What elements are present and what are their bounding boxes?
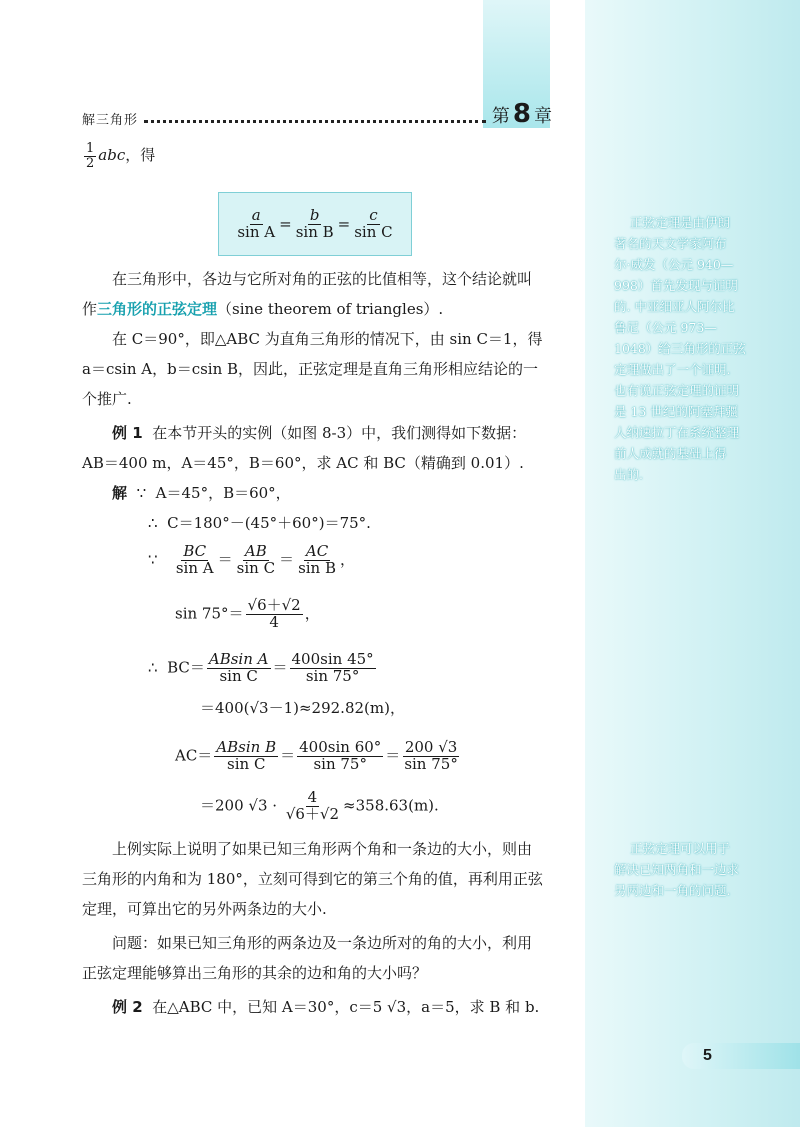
sidebar-background bbox=[585, 0, 800, 1127]
frac-numerator: 4 bbox=[307, 788, 318, 806]
frac-denominator: sin B bbox=[298, 558, 337, 577]
para1-line2 bbox=[82, 298, 443, 320]
para2-line2: a＝csin A，b＝csin B，因此，正弦定理是直角三角形相应结论的一 bbox=[82, 360, 539, 378]
frac-numerator: 200 √3 bbox=[404, 738, 458, 756]
frac-denominator: sin 75° bbox=[305, 666, 360, 685]
para2-line3: 个推广. bbox=[82, 390, 132, 408]
fraction-400sin45-sin75 bbox=[290, 652, 376, 685]
intro-line bbox=[82, 142, 155, 170]
example1-label: 例 1 bbox=[112, 424, 143, 442]
half-fraction bbox=[84, 142, 96, 170]
example2-label: 例 2 bbox=[112, 998, 143, 1016]
para1-line2-post: （sine theorem of triangles）. bbox=[217, 300, 444, 318]
sin75-tail: ， bbox=[304, 604, 320, 623]
fraction-ab-sinc bbox=[235, 544, 277, 577]
frac-denominator: sin B bbox=[295, 222, 334, 241]
bc-result: ＝400(√3－1)≈292.82(m)， bbox=[200, 699, 405, 717]
example1-line2: AB＝400 m，A＝45°，B＝60°，求 AC 和 BC（精确到 0.01）. bbox=[82, 454, 524, 472]
frac-numerator: c bbox=[369, 205, 378, 224]
solution-line1 bbox=[112, 482, 291, 504]
page-number: 5 bbox=[703, 1047, 712, 1064]
leader-dots bbox=[144, 119, 486, 123]
sidenote-line: 鲁尼（公元 973— bbox=[614, 320, 717, 335]
solution-line2 bbox=[148, 512, 371, 534]
frac-denominator: sin C bbox=[227, 754, 266, 773]
frac-numerator: 400sin 45° bbox=[291, 650, 374, 668]
frac-numerator: 400sin 60° bbox=[299, 738, 382, 756]
bc-prefix: BC＝ bbox=[167, 658, 205, 677]
example2-text: 在△ABC 中，已知 A＝30°，c＝5 √3，a＝5，求 B 和 b. bbox=[152, 998, 540, 1016]
frac-denominator: sin C bbox=[354, 222, 393, 241]
ratio-line: ∵ $\frac{BC}{\text{sin A}}$ ＝ $\frac{AB}{\text{sin C}}$ ＝ $\frac{AC}{\text{sin B}}$ ， bbox=[148, 542, 356, 577]
running-header bbox=[82, 98, 552, 128]
fraction-200root3-sin75 bbox=[402, 740, 460, 773]
chapter-number: 8 bbox=[512, 99, 531, 129]
frac-denominator: sin A bbox=[237, 222, 276, 241]
para3-line3: 定理，可算出它的另外两条边的大小. bbox=[82, 900, 327, 918]
fraction-b bbox=[294, 205, 336, 241]
frac-numerator: b bbox=[309, 205, 320, 224]
example2-line bbox=[112, 996, 539, 1018]
fraction-absina-sinc bbox=[207, 652, 271, 685]
example1-text: 在本节开头的实例（如图 8-3）中，我们测得如下数据： bbox=[152, 424, 527, 442]
frac-denominator: √6＋√2 bbox=[285, 804, 340, 823]
equals-sign: = bbox=[337, 215, 351, 233]
sidenote-line: 定理做出了一个证明. bbox=[614, 362, 731, 377]
frac-denominator: sin C bbox=[236, 558, 276, 577]
frac-denominator: sin A bbox=[175, 558, 214, 577]
frac-numerator: a bbox=[251, 205, 261, 224]
frac-numerator: BC bbox=[183, 542, 207, 560]
frac-numerator: ABsin A bbox=[208, 650, 269, 668]
sine-theorem-term: 三角形的正弦定理 bbox=[97, 300, 218, 318]
sidenote-line: 正弦定理是由伊朗 bbox=[630, 215, 731, 230]
sin75-prefix: sin 75°＝ bbox=[175, 604, 244, 623]
solution-step1: A＝45°，B＝60°， bbox=[155, 484, 291, 502]
therefore-symbol: ∴ bbox=[148, 514, 158, 532]
frac-numerator: ABsin B bbox=[216, 738, 277, 756]
frac-denominator: sin 75° bbox=[313, 754, 367, 773]
sidenote-line: 著名的天文学家阿布 bbox=[614, 236, 727, 251]
sin75-fraction bbox=[246, 598, 303, 631]
because-symbol: ∵ bbox=[148, 550, 158, 569]
sin75-line bbox=[175, 598, 320, 631]
para3-line1: 上例实际上说明了如果已知三角形两个角和一条边的大小，则由 bbox=[112, 840, 533, 858]
fraction-bc-sina bbox=[174, 544, 216, 577]
sidenote-line: 的. 中亚细亚人阿尔比 bbox=[614, 299, 735, 314]
ac-line: AC＝ $\frac{\text{ABsin B}}{\text{sin C}}$ ＝ $\frac{400\sin 60^\circ}{\sin 75^\circ}$ ＝ $\frac{200 √3}{\sin 75^\circ}$ bbox=[175, 738, 458, 773]
frac-numerator: 1 bbox=[86, 141, 95, 156]
sine-law-formula-box bbox=[218, 192, 412, 256]
frac-denominator: 2 bbox=[86, 155, 95, 171]
sidenote-line: 正弦定理可以用于 bbox=[630, 841, 731, 856]
sidenote-line: 人纳速拉丁在系统整理 bbox=[614, 425, 740, 440]
sidenote-line: 尔·威发（公元 940— bbox=[614, 257, 734, 272]
para3-line2: 三角形的内角和为 180°，立刻可得到它的第三个角的值，再利用正弦 bbox=[82, 870, 543, 888]
para1-line1: 在三角形中，各边与它所对角的正弦的比值相等，这个结论就叫 bbox=[112, 270, 533, 288]
intro-tail: ，得 bbox=[125, 146, 156, 165]
ac-result-prefix: ＝200 √3 · bbox=[200, 796, 278, 815]
fraction-absinb-sinc bbox=[214, 740, 278, 773]
ac-result-fraction bbox=[284, 790, 341, 823]
fraction-a bbox=[235, 205, 277, 241]
sidenote-line: 前人成就的基础上得 bbox=[614, 446, 727, 461]
fraction-ac-sinb bbox=[296, 544, 338, 577]
frac-numerator: √6＋√2 bbox=[247, 596, 301, 614]
equals-sign: = bbox=[279, 215, 292, 233]
chapter-label bbox=[492, 100, 552, 128]
sidenote-line: 也有说正弦定理的证明 bbox=[614, 383, 740, 398]
therefore-symbol: ∴ bbox=[148, 658, 158, 677]
page-number-bar bbox=[682, 1043, 800, 1069]
sidenote-line: 998）首先发现与证明 bbox=[614, 278, 738, 293]
ratio-tail: ， bbox=[340, 550, 356, 569]
ac-result-tail: ≈358.63(m). bbox=[343, 796, 439, 815]
frac-numerator: AC bbox=[305, 542, 329, 560]
solution-label: 解 bbox=[112, 484, 128, 502]
frac-denominator: sin 75° bbox=[404, 754, 458, 773]
fraction-400sin60-sin75 bbox=[297, 740, 383, 773]
ac-prefix: AC＝ bbox=[175, 746, 213, 765]
question-line1: 问题：如果已知三角形的两条边及一条边所对的角的大小，利用 bbox=[112, 934, 533, 952]
sidenote-line: 出的. bbox=[614, 467, 643, 482]
section-title: 解三角形 bbox=[82, 113, 139, 128]
ac-result-line bbox=[200, 790, 439, 823]
frac-denominator: 4 bbox=[269, 612, 279, 631]
para1-line2-pre: 作 bbox=[82, 300, 98, 318]
abc-term: abc bbox=[98, 146, 126, 165]
sidenote-line: 解决已知两角和一边求 bbox=[614, 862, 740, 877]
sidenote-line: 另两边和一角的问题. bbox=[614, 883, 731, 898]
chapter-suffix: 章 bbox=[534, 106, 552, 127]
frac-denominator: sin C bbox=[219, 666, 258, 685]
because-symbol: ∵ bbox=[136, 484, 147, 502]
fraction-c bbox=[352, 205, 394, 241]
question-line2: 正弦定理能够算出三角形的其余的边和角的大小吗？ bbox=[82, 964, 428, 982]
example1-line1 bbox=[112, 422, 526, 444]
solution-step2: C＝180°－(45°＋60°)＝75°. bbox=[167, 514, 371, 532]
chapter-prefix: 第 bbox=[491, 106, 510, 127]
bc-line: ∴ BC＝ $\frac{\text{ABsin A}}{\text{sin C}}$ ＝ $\frac{400\sin 45^\circ}{\sin 75^\circ}$ bbox=[148, 650, 374, 685]
sidenote-line: 1048）给三角形的正弦 bbox=[614, 341, 746, 356]
para2-line1: 在 C＝90°，即△ABC 为直角三角形的情况下，由 sin C＝1，得 bbox=[112, 330, 543, 348]
sidenote-usage bbox=[614, 838, 740, 901]
sidenote-line: 是 13 世纪的阿塞拜疆 bbox=[614, 404, 738, 419]
frac-numerator: AB bbox=[244, 542, 267, 560]
sidenote-history bbox=[614, 212, 746, 485]
